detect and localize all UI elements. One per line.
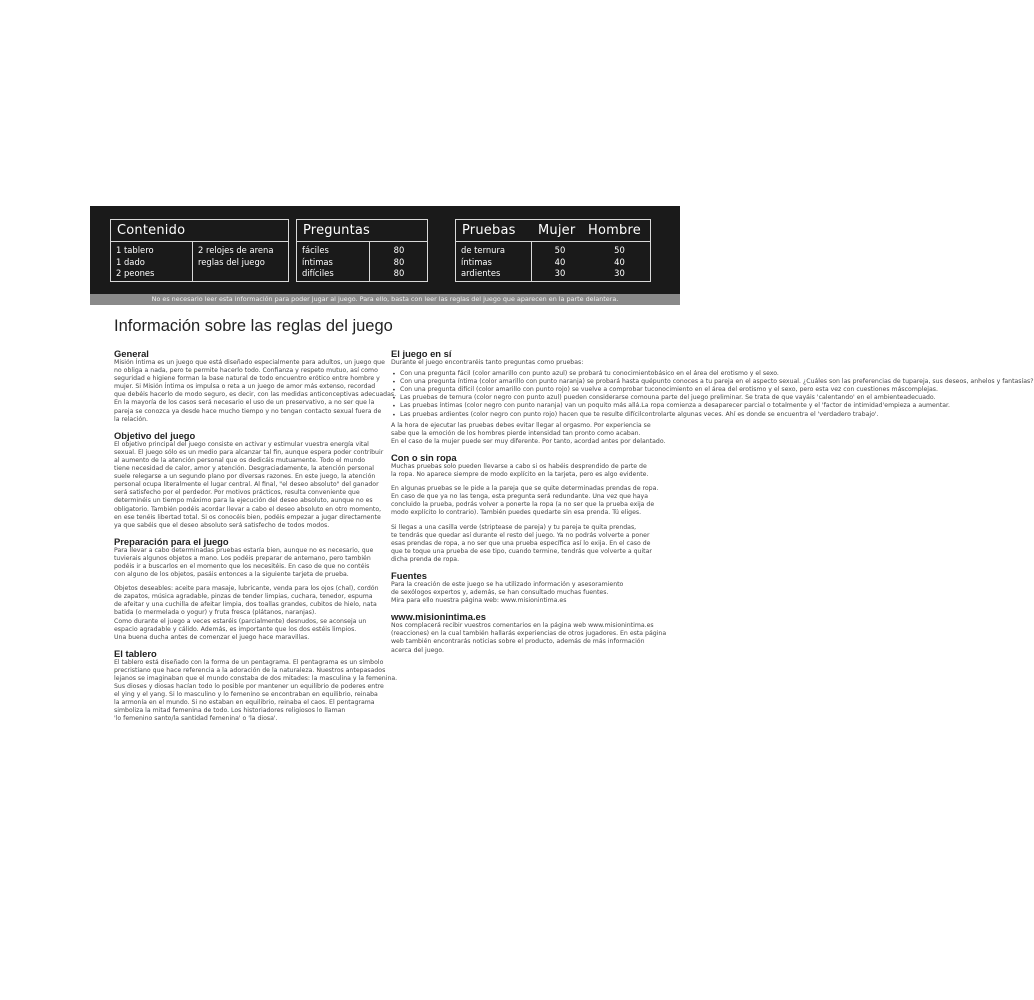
text-line: Si llegas a una casilla verde (striptease de pareja) y tu pareja te quita prendas, [391, 523, 637, 531]
text-line: La ropa comienza a desaparecer parcial o totalmente y el 'factor de intimidad' [641, 402, 885, 410]
list-item: reglas del juego [198, 256, 265, 267]
text-line: pareja, sus deseos, anhelos y fantasías? [909, 378, 1034, 386]
text-line: Misión Íntima es un juego que está diseñado especialmente para adultos, un juego que [114, 359, 385, 366]
table-cell: 40 [614, 256, 625, 267]
pruebas-hombre-values [588, 243, 651, 281]
paragraph [391, 463, 653, 479]
text-line: batida (o mermelada o yogur) y fruta fresca (plátanos, naranjas). [114, 609, 317, 617]
text-line: determinéis un tiempo máximo para la ejecución del deseo absoluto, aunque no es [114, 497, 373, 505]
text-line: de zapatos, música agradable, pinzas de tender limpias, cuchara, tenedor, espuma [114, 593, 373, 601]
table-cell: difíciles [302, 268, 334, 278]
paragraph [114, 658, 398, 724]
paragraph [114, 546, 374, 579]
section-title: Fuentes [391, 569, 427, 581]
pruebas-header [456, 220, 650, 242]
text-line: complejas. [904, 386, 938, 394]
text-line: Como durante el juego a veces estaréis (parcialmente) desnudos, se aconseja un [114, 617, 367, 625]
list-item: 2 relojes de arena [198, 245, 274, 255]
paragraph [391, 485, 659, 517]
text-line: en ese tenéis libertad total. Si os conocéis bien, podéis empezar a jugar directamente [114, 513, 381, 521]
text-line: mujer. Si Misión Íntima os impulsa o reta a un juego de amor más extenso, recordad [114, 383, 376, 391]
text-line: esas prendas de ropa, a no ser que una prueba específica así lo exija. En el caso de [391, 539, 651, 547]
pruebas-box [455, 219, 651, 282]
text-line: dicha prenda de ropa. [391, 555, 460, 563]
text-line: (reacciones) en la cual también hallarás experiencias de otros jugadores. En esta página [391, 630, 667, 638]
preguntas-box [296, 219, 428, 282]
paragraph [114, 359, 397, 424]
text-line: Para la creación de este juego se ha utilizado información y asesoramiento [391, 580, 624, 588]
text-line: la ropa. No aparece siempre de modo explícito en la tarjeta, pero es algo evidente. [391, 471, 649, 479]
table-cell: 30 [554, 268, 566, 278]
text-line: personal ocupa literalmente el lugar central. Al final, "el deseo absoluto" del ganador [114, 481, 379, 489]
text-line: acerca del juego. [391, 646, 445, 654]
table-cell: íntimas [302, 256, 333, 267]
text-line: ya que sabéis que el deseo absoluto será satisfecho de todos modos. [114, 521, 330, 529]
text-line: básico en el área del erotismo y el sexo. [654, 370, 779, 378]
text-line: Las pruebas de ternura (color negro con punto azul) pueden considerarse como [400, 394, 648, 402]
text-line: de sexólogos expertos y, además, se han consultado muchas fuentes. [391, 589, 609, 597]
text-line: controlarte algunas veces. Ahí es donde se encuentra el 'verdadero trabajo'. [641, 410, 879, 418]
table-cell: 30 [614, 268, 625, 278]
text-line: Durante el juego encontraréis tanto preguntas como pruebas: [391, 359, 584, 366]
table-cell: 80 [393, 245, 405, 255]
text-line: tuvierais algunos objetos a mano. Los podéis preparar de antemano, pero también [114, 554, 371, 562]
text-line: será satisfecho por el perdedor. Por motivos prácticos, resulta conveniente que [114, 489, 360, 497]
summary-band [90, 206, 680, 294]
list-item [391, 402, 950, 410]
text-line: En caso de que ya no las tenga, esta pregunta será redundante. Una vez que haya [391, 493, 649, 501]
list-item: 1 dado [116, 256, 145, 267]
list-item: 1 tablero [116, 245, 154, 255]
paragraph [391, 524, 653, 564]
text-line: una parte del juego preliminar. Se trata de que vayáis 'calentando' en el ambiente [647, 394, 904, 402]
list-item [391, 370, 779, 378]
text-line: no obliga a nada, pero te permite hacerlo todo. Confianza y respeto mutuo, así como [114, 367, 378, 375]
text-line: Para llevar a cabo determinadas pruebas estaría bien, aunque no es necesario, que [114, 546, 374, 554]
contenido-box [110, 219, 289, 282]
text-line: con alguno de los objetos, pasáis entonces a la siguiente tarjeta de prueba. [114, 571, 349, 579]
text-line: Muchas pruebas solo pueden llevarse a cabo si os habéis desprendido de parte de [391, 462, 647, 470]
text-line: el ying y el yang. Si lo masculino y lo femenino se encontraban en equilibrio, reinaba [114, 691, 378, 699]
section-title: Preparación para el juego [114, 535, 229, 547]
table-cell: 50 [554, 245, 566, 255]
text-line: podéis ir a buscarlos en el momento que los necesitéis. En caso de que no contéis [114, 562, 370, 570]
table-cell: de ternura [461, 245, 506, 255]
table-cell: 80 [393, 268, 405, 278]
text-line: web también encontrarás noticias sobre el producto, además de más información [391, 638, 645, 646]
contenido-title: Contenido [111, 220, 288, 242]
text-line: pareja se conozca ya desde hace mucho tiempo y no tengan contacto sexual fuera de [114, 407, 382, 415]
text-line: la armonía en el mundo. Si no estaban en equilibrio, reinaba el caos. El pentagrama [114, 699, 375, 707]
text-line: simboliza la mitad femenina de todo. Los historiadores religiosos lo llaman [114, 707, 346, 715]
section-title: El juego en sí [391, 348, 452, 359]
text-line: te tendrás que quedar así durante el resto del juego. Ya no podrás volverte a poner [391, 531, 650, 539]
contenido-right-col [193, 243, 289, 281]
pruebas-mujer-values [532, 243, 588, 281]
right-column [391, 348, 1034, 655]
mujer-header: Mujer [538, 223, 576, 238]
text-line: modo explícito lo contrario). También puedes quedarte sin esa prenda. Tú eliges. [391, 509, 642, 517]
text-line: Con una pregunta íntima (color amarillo con punto naranja) se probará hasta qué [400, 378, 653, 386]
text-line: punto conoces a tu pareja en el aspecto sexual. ¿Cuáles son las preferencias de tu [652, 378, 910, 386]
left-column [114, 348, 398, 730]
text-line: Objetos deseables: aceite para masaje, lubricante, venda para los ojos (chal), cordón [114, 585, 379, 593]
section-title: Objetivo del juego [114, 429, 196, 441]
text-line: Una buena ducha antes de comenzar el juego hace maravillas. [114, 633, 310, 641]
paragraph [391, 421, 666, 446]
table-cell: fáciles [302, 245, 329, 255]
text-line: de afeitar y una cuchilla de afeitar limpia, dos toallas grandes, cubitos de hielo, nata [114, 601, 377, 609]
paragraph [114, 585, 379, 642]
pruebas-title: Pruebas [462, 223, 516, 238]
text-line: que te toque una prueba de ese tipo, cuando termine, tendrás que volverte a quitar [391, 547, 652, 555]
pruebas-labels [456, 243, 531, 281]
list-item: 2 peones [116, 268, 155, 278]
text-line: A la hora de ejecutar las pruebas debes evitar llegar al orgasmo. Por experiencia se [391, 421, 651, 429]
text-line: concluido la prueba, podrás volver a ponerte la ropa (a no ser que la prueba exija de [391, 501, 655, 509]
section-title: Con o sin ropa [391, 451, 457, 463]
table-cell: 50 [614, 245, 625, 255]
text-line: adecuado. [903, 394, 936, 402]
paragraph [391, 581, 653, 605]
table-cell: ardientes [461, 268, 501, 278]
text-line: obligatorio. También podéis acordar llevar a cabo el deseo absoluto en otro momento, [114, 505, 382, 513]
contenido-left-col [111, 243, 191, 281]
text-line: espacio agradable y cálido. Además, es importante que los dos estéis limpios. [114, 625, 357, 633]
paragraph [391, 359, 653, 367]
table-cell: 40 [554, 256, 566, 267]
text-line: que debéis hacerlo de modo seguro, es decir, con las medidas anticonceptivas adecuadas. [114, 391, 397, 399]
preguntas-title: Preguntas [297, 220, 427, 242]
text-line: la relación. [114, 415, 148, 423]
text-line: conocimiento en el área del erotismo y el sexo, pero esta vez con cuestiones más [651, 386, 905, 394]
text-line: al aumento de la atención personal que os dedicáis mutuamente. Todo el mundo [114, 456, 366, 464]
text-line: El objetivo principal del juego consiste en activar y estimular vuestra energía vital [114, 440, 369, 448]
text-line: 'lo femenino santo/la santidad femenina' o 'la diosa'. [114, 715, 278, 723]
text-line: Con una pregunta difícil (color amarillo con punto rojo) se vuelve a comprobar tu [400, 386, 652, 394]
paragraph [114, 440, 384, 530]
preguntas-labels [297, 243, 369, 281]
preguntas-values [370, 243, 428, 281]
section-title: El tablero [114, 647, 157, 659]
text-line: seguridad e higiene forman la base natural de todo encuentro erótico entre hombre y [114, 375, 380, 383]
text-line: Nos complacerá recibir vuestros comentarios en la página web www.misionintima.es [391, 622, 654, 630]
text-line: lejanos se imaginaban que el mundo constaba de dos mitades: la masculina y la femenina. [114, 675, 398, 682]
text-line: Las pruebas íntimas (color negro con punto naranja) van un poquito más allá. [400, 402, 642, 410]
text-line: empieza a aumentar. [884, 402, 950, 410]
table-cell: 80 [393, 256, 405, 267]
page-title: Información sobre las reglas del juego [114, 317, 393, 335]
text-line: Sus dioses y diosas hacían todo lo posible por mantener un equilibrio de poderes entre [114, 683, 384, 691]
text-line: suele relegarse a un segundo plano por diversas razones. En este juego, la atención [114, 473, 376, 481]
text-line: Con una pregunta fácil (color amarillo con punto azul) se probará tu conocimiento [400, 370, 655, 378]
text-line: Mira para ello nuestra página web: www.misionintima.es [391, 597, 567, 605]
notice-bar: No es necesario leer esta información para poder jugar al juego. Para ello, basta con leer las reglas del juego que aparecen en la parte delantera. [90, 294, 680, 305]
text-line: En la mayoría de los casos será necesario el uso de un preservativo, a no ser que la [114, 399, 375, 407]
text-line: tiene necesidad de calor, amor y atención. Desgraciadamente, la atención personal [114, 465, 375, 473]
text-line: sabe que la emoción de los hombres pierde intensidad tan pronto como acaban. [391, 429, 641, 437]
text-line: En el caso de la mujer puede ser muy diferente. Por tanto, acordad antes por delantado. [391, 437, 666, 445]
text-line: sexual. El juego sólo es un medio para alcanzar tal fin, aunque espera poder contribuir [114, 448, 384, 456]
hombre-header: Hombre [588, 223, 641, 238]
paragraph [391, 622, 667, 654]
section-title: General [114, 348, 149, 359]
section-title: www.misionintima.es [391, 611, 486, 623]
list-item [391, 410, 879, 419]
text-line: El tablero está diseñado con la forma de un pentagrama. El pentagrama es un símbolo [114, 658, 384, 666]
text-line: En algunas pruebas se le pide a la pareja que se quite determinadas prendas de ropa. [391, 485, 659, 493]
text-line: precristiano que hace referencia a la adoración de la naturaleza. Nuestros antepasados [114, 666, 386, 674]
bullet-list [391, 370, 1034, 419]
text-line: Las pruebas ardientes (color negro con punto rojo) hacen que te resulte difícil [400, 410, 642, 418]
table-cell: íntimas [461, 256, 492, 267]
